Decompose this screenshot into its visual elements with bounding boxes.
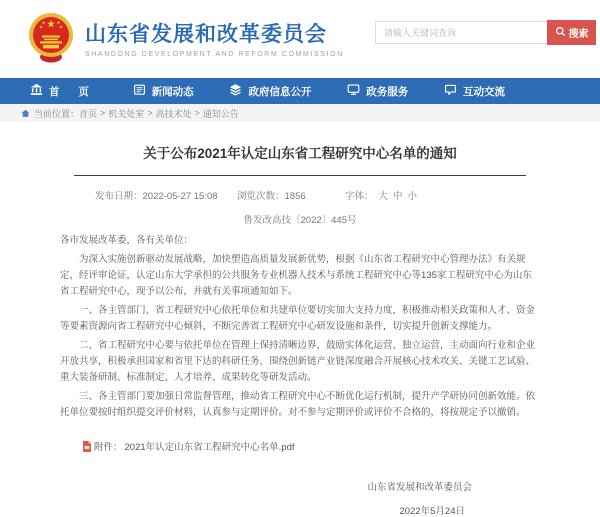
- publish-date-value: 2022-05-27 15:08: [142, 191, 218, 202]
- monitor-icon: [347, 83, 360, 99]
- view-count-value: 1856: [284, 191, 306, 202]
- nav-item-label: 首 页: [49, 85, 97, 98]
- search-button[interactable]: [547, 20, 596, 45]
- government-building-icon: [30, 83, 43, 99]
- publish-date: [95, 188, 237, 202]
- publish-date-label: 发布日期：: [95, 191, 143, 202]
- site-logo[interactable]: [27, 12, 344, 69]
- nav-item-services[interactable]: [347, 83, 408, 99]
- site-search: [375, 20, 596, 45]
- nav-item-label: 互动交流: [462, 85, 505, 98]
- nav-item-label: 政务服务: [366, 85, 409, 98]
- breadcrumb-item-hightech[interactable]: 高技术处: [155, 108, 192, 119]
- paragraph: 二、省工程研究中心要与依托单位在管理上保持清晰边界，鼓励实体化运营、独立运营，主动面向行业和企业开放共享，积极承担国家和省里下达的科研任务，围绕创新链产业链深度融合开展核心技术攻关、关键工艺试验、重大装备研制、标准制定、人才培养、成果转化等研发活动。: [60, 340, 536, 383]
- national-emblem-icon: [27, 12, 75, 69]
- article-meta: [60, 188, 540, 202]
- breadcrumb-separator: >: [194, 108, 200, 118]
- home-icon: [21, 109, 30, 118]
- title-divider: [74, 175, 526, 176]
- chat-bubble-icon: [444, 83, 457, 99]
- site-title: 山东省发展和改革委员会: [85, 23, 327, 46]
- article: [60, 122, 540, 517]
- font-size-label: 字体：: [345, 191, 374, 202]
- article-body: [60, 233, 540, 421]
- signature-date: 2022年5月24日: [399, 506, 465, 517]
- breadcrumb-separator: >: [100, 108, 106, 118]
- pdf-file-icon: [82, 441, 92, 452]
- site-subtitle: SHANDONG DEVELOPMENT AND REFORM COMMISSION: [85, 51, 344, 58]
- font-size-switcher: [345, 188, 422, 202]
- paragraph: 三、各主管部门要加强日常监督管理，推动省工程研究中心不断优化运行机制，提升产学研协同创新效能。依托单位要按时组织提交评价材料，认真参与定期评价。对不参与定期评价或评价不合格的，将按规定予以撤销。: [60, 391, 536, 418]
- font-size-small[interactable]: 小: [407, 191, 418, 202]
- site-header: [0, 0, 600, 78]
- nav-item-gov-info[interactable]: [229, 83, 311, 99]
- view-count-label: 浏览次数：: [237, 191, 285, 202]
- nav-item-news[interactable]: [133, 83, 194, 99]
- paragraph: 为深入实施创新驱动发展战略，加快塑造高质量发展新优势，根据《山东省工程研究中心管理办法》有关规定，经评审论证，认定山东大学承担的公共服务专业机器人技术与系统工程研究中心等135家工程研究中心为山东省工程研究中心，现予以公布，并就有关事项通知如下。: [60, 254, 532, 297]
- attachment-link[interactable]: [82, 439, 540, 453]
- layers-icon: [229, 83, 242, 99]
- document-number: 鲁发改高技〔2022〕445号: [243, 215, 357, 226]
- page-title: 关于公布2021年认定山东省工程研究中心名单的通知: [143, 146, 457, 161]
- nav-item-label: 政府信息公开: [248, 85, 312, 98]
- nav-item-home[interactable]: [30, 83, 97, 99]
- breadcrumb: [0, 104, 600, 122]
- breadcrumb-item-offices[interactable]: 机关处室: [108, 108, 145, 119]
- search-input[interactable]: [375, 21, 547, 44]
- main-nav: [0, 78, 600, 104]
- newspaper-icon: [133, 83, 146, 99]
- paragraph: 一、各主管部门、省工程研究中心依托单位和共建单位要切实加大支持力度，积极推动相关政策和人才、资金等要素资源向省工程研究中心倾斜，不断完善省工程研究中心研发设施和条件，切实提升创新支撑能力。: [60, 305, 536, 332]
- nav-item-label: 新闻动态: [151, 85, 194, 98]
- nav-item-interaction[interactable]: [444, 83, 505, 99]
- breadcrumb-prefix: 当前位置：: [34, 108, 80, 119]
- font-size-medium[interactable]: 中: [393, 191, 403, 202]
- signature-org: 山东省发展和改革委员会: [367, 482, 472, 493]
- breadcrumb-item-notices[interactable]: 通知公告: [202, 108, 239, 119]
- search-icon: [555, 26, 566, 40]
- attachment-label: 附件：: [94, 442, 123, 453]
- view-count: [237, 188, 345, 202]
- breadcrumb-item-home[interactable]: 首页: [79, 108, 98, 119]
- breadcrumb-separator: >: [147, 108, 153, 118]
- salutation: 各市发展改革委，各有关单位：: [60, 235, 194, 246]
- search-button-label: 搜索: [568, 29, 589, 40]
- attachment-filename: 2021年认定山东省工程研究中心名单.pdf: [124, 442, 295, 453]
- font-size-large[interactable]: 大: [378, 191, 389, 202]
